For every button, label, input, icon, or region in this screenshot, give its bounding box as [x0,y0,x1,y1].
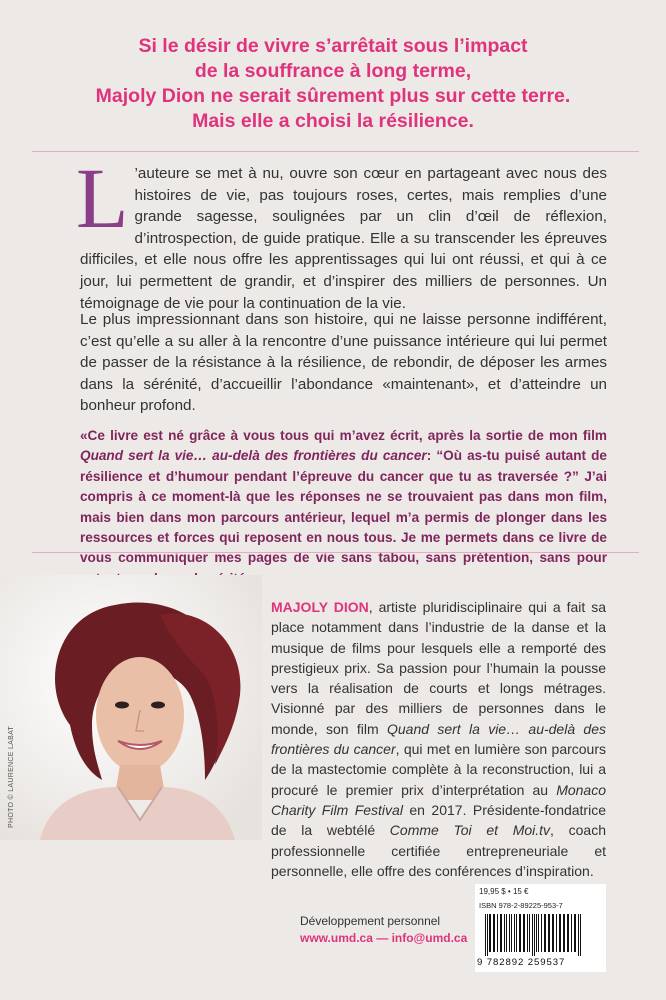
barcode-bar [559,914,561,952]
barcode-bar [509,914,510,952]
barcode-bar [536,914,537,952]
back-cover-tagline [60,34,606,134]
barcode-bar [500,914,502,952]
barcode-bar [497,914,498,952]
barcode-bar [534,914,535,956]
second-paragraph: Le plus impressionnant dans son histoire, qui ne laisse personne indifférent, c’est qu’elle a su aller à la rencontre d’une puissance intérieure qui lui permet de passer de la résistance à la résilience, de rebondir, de déposer les armes dans la sérénité, d’accueillir l’abondance «maintenant», et d’atteindre un bonheur profond. [80,311,607,415]
quote-film-title: Quand sert la vie… au-delà des frontières du cancer [80,448,427,464]
divider-bottom [32,552,639,553]
photo-credit: PHOTO © LAURENCE LABAT [8,725,15,828]
price-label: 19,95 $ • 15 € [479,887,529,896]
isbn-label: ISBN 978-2-89225-953-7 [479,901,563,910]
intro-paragraph [76,150,607,314]
author-quote [80,426,607,589]
barcode-bars [485,914,597,956]
author-bio [271,597,606,881]
quote-part1: «Ce livre est né grâce à vous tous qui m’avez écrit, après la sortie de mon film [80,428,607,443]
barcode-bar [580,914,581,956]
barcode-bar [485,914,486,956]
barcode-bar [489,914,491,952]
tagline-line: Mais elle a choisi la résilience. [192,110,474,132]
barcode-bar [538,914,539,952]
barcode-bar [523,914,525,952]
barcode-bar [532,914,533,956]
barcode-block [475,884,606,972]
barcode-bar [544,914,546,952]
barcode-bar [552,914,554,952]
tagline-line: Si le désir de vivre s’arrêtait sous l’impact [138,35,528,57]
tagline-line: de la souffrance à long terme, [194,60,472,82]
author-portrait-illustration [0,575,262,840]
bio-festival: Monaco Charity Film Festival [271,781,606,818]
publisher-contact: www.umd.ca — info@umd.ca [300,931,468,945]
divider-top [32,151,639,152]
barcode-bar [556,914,557,952]
barcode-bar [516,914,517,952]
barcode-bar [567,914,569,952]
bio-text: , coach professionnelle certifiée entrepreneuriale et personnelle, elle offre des conférences d’inspiration. [271,822,606,879]
bio-text: , qui met en lumière son parcours de la mastectomie complète à la reconstruction, lui a procuré le premier prix d’interprétation au [271,741,606,798]
barcode-bar [519,914,521,952]
quote-part2: : “Où as-tu puisé autant de résilience et d’humour pendant l’épreuve du cancer que tu as traversée ?” J’ai compris à ce moment-là que les réponses ne se trouvaient pas dans mon film, mais bien dans mon parcours antérieur, lequel m’a permis de plonger dans les ressources et forces qui reposent en nous tous. Je me permets dans ce livre de vous communiquer mes pages de vie sans tabou, sans prétention, sans pour [80,448,607,566]
barcode-bar [548,914,550,952]
barcode-bar [511,914,512,952]
barcode-bar [578,914,579,956]
intro-text: ’auteure se met à nu, ouvre son cœur en partageant avec nous des histoires de vie, pas toujours roses, certes, mais remplies d’une grande sagesse, soulignées par un clin d’œil de réflexion, d’introspection, de guide pratique. Elle a su transcender les épreuves difficiles, et elle nous offre les apprentissages qui lui ont réussi, et qui à ce jour, lui permettent de grandir, et d’inspirer des milliers de personnes. Un témoignage de vie pour la continuation de la vie. [80,165,607,312]
barcode-bar [493,914,495,952]
bio-webtele: Comme Toi et Moi.tv [389,822,551,839]
bio-text: , artiste pluridisciplinaire qui a fait sa place notamment dans l’industrie de la danse et la musique de films pour lesquels elle a remporté des prestigieux prix. Sa passion pour l’humain la pousse vers la réalisation de courts et longs métrages. Visionné par des milliers de personnes dans le monde, son film [271,599,606,737]
author-photo [0,575,262,840]
barcode-number: 9 782892 259537 [477,957,566,968]
barcode-bar [527,914,528,952]
barcode-bar [506,914,507,952]
bio-film-title: Quand sert la vie… au-delà des frontières du cancer [271,720,606,758]
book-category: Développement personnel [300,914,441,928]
bio-text: en 2017. Présidente-fondatrice de la webtélé [271,801,606,839]
barcode-bar [487,914,488,956]
author-name: MAJOLY DION [271,599,369,615]
barcode-bar [529,914,530,952]
barcode-bar [574,914,576,952]
barcode-bar [504,914,505,952]
tagline-line: Majoly Dion ne serait sûrement plus sur cette terre. [95,85,571,107]
drop-cap: L [76,150,129,246]
barcode-bar [563,914,565,952]
barcode-bar [541,914,542,952]
barcode-bar [571,914,572,952]
barcode-bar [514,914,515,952]
